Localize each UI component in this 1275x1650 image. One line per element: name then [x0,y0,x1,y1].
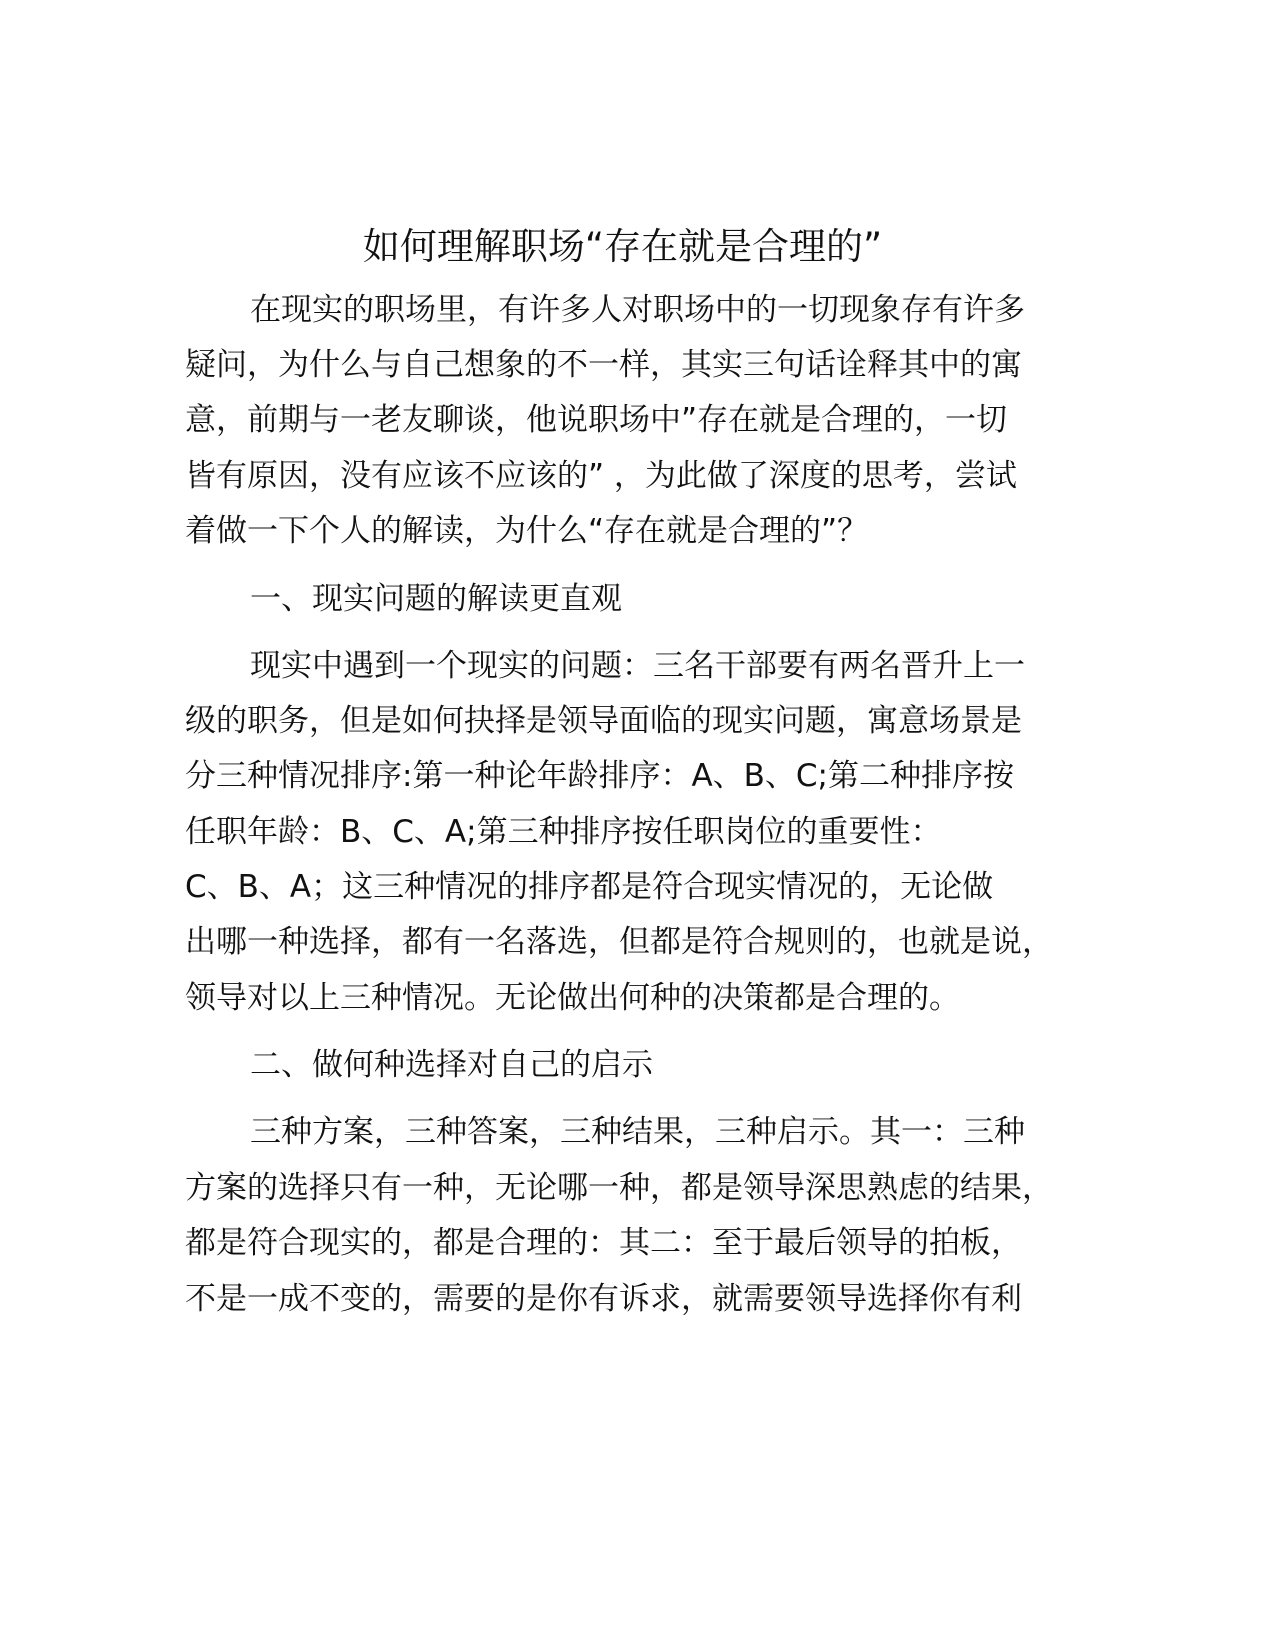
section2-line-2: 方案的选择只有一种，无论哪一种，都是领导深思熟虑的结果， [185,1170,1053,1206]
section1-line-2: 级的职务，但是如何抉择是领导面临的现实问题，寓意场景是 [185,703,1022,739]
section1-line-4: 任职年龄：B、C、A;第三种排序按任职岗位的重要性： [185,814,942,850]
section1-line-7: 领导对以上三种情况。无论做出何种的决策都是合理的。 [185,980,960,1016]
section1-line-6: 出哪一种选择，都有一名落选，但都是符合规则的，也就是说， [185,924,1053,960]
intro-line-2: 疑问，为什么与自己想象的不一样，其实三句话诠释其中的寓 [185,347,1022,383]
document-title: 如何理解职场“存在就是合理的” [362,225,883,268]
section1-heading: 一、现实问题的解读更直观 [250,581,622,617]
section1-line-3: 分三种情况排序:第一种论年龄排序：A、B、C;第二种排序按 [185,758,1015,794]
intro-line-3: 意，前期与一老友聊谈，他说职场中”存在就是合理的，一切 [185,402,1008,438]
section2-line-4: 不是一成不变的，需要的是你有诉求，就需要领导选择你有利 [185,1281,1022,1317]
section2-line-1: 三种方案，三种答案，三种结果，三种启示。其一：三种 [250,1114,1025,1150]
intro-line-4: 皆有原因，没有应该不应该的” ，为此做了深度的思考，尝试 [185,458,1017,494]
section1-line-5: C、B、A；这三种情况的排序都是符合现实情况的，无论做 [185,869,994,905]
section2-heading: 二、做何种选择对自己的启示 [250,1047,653,1083]
intro-line-1: 在现实的职场里，有许多人对职场中的一切现象存有许多 [250,292,1025,328]
intro-line-5: 着做一下个人的解读，为什么“存在就是合理的”？ [185,513,869,549]
section2-line-3: 都是符合现实的，都是合理的：其二：至于最后领导的拍板， [185,1225,1022,1261]
section1-line-1: 现实中遇到一个现实的问题：三名干部要有两名晋升上一 [250,648,1025,684]
